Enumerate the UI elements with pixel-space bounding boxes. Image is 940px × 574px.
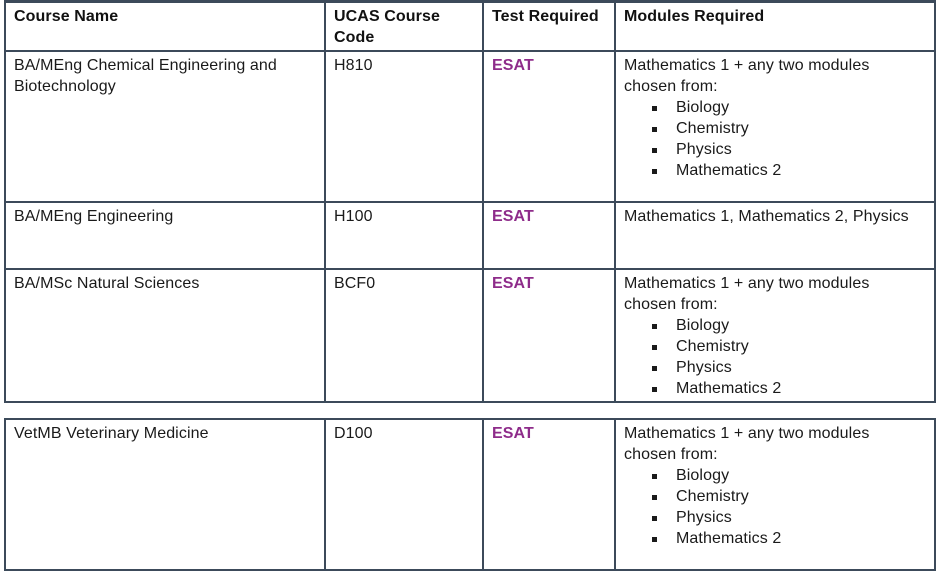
modules-intro: Mathematics 1 + any two modules chosen from: — [624, 57, 870, 95]
list-item: Biology — [676, 465, 926, 486]
courses-table-continued — [4, 418, 936, 571]
list-item: Physics — [676, 357, 926, 378]
list-item: Mathematics 2 — [676, 378, 926, 399]
modules-list — [624, 97, 926, 181]
header-test-required: Test Required — [483, 2, 615, 52]
test-required-cell — [483, 51, 615, 202]
courses-table — [4, 0, 936, 403]
ucas-code-cell: D100 — [325, 419, 483, 570]
header-course-name: Course Name — [5, 2, 325, 52]
modules-cell — [615, 202, 935, 269]
list-item: Biology — [676, 315, 926, 336]
test-badge: ESAT — [492, 208, 534, 225]
list-item: Chemistry — [676, 486, 926, 507]
table-row — [5, 51, 935, 202]
header-modules-required: Modules Required — [615, 2, 935, 52]
list-item: Physics — [676, 139, 926, 160]
test-badge: ESAT — [492, 425, 534, 442]
test-required-cell — [483, 419, 615, 570]
ucas-code-cell: H810 — [325, 51, 483, 202]
list-item: Biology — [676, 97, 926, 118]
list-item: Chemistry — [676, 336, 926, 357]
test-required-cell — [483, 202, 615, 269]
header-ucas-code: UCAS Course Code — [325, 2, 483, 52]
modules-cell — [615, 419, 935, 570]
list-item: Chemistry — [676, 118, 926, 139]
modules-cell — [615, 269, 935, 402]
course-name-cell: VetMB Veterinary Medicine — [5, 419, 325, 570]
list-item: Physics — [676, 507, 926, 528]
modules-intro: Mathematics 1, Mathematics 2, Physics — [624, 208, 909, 225]
modules-intro: Mathematics 1 + any two modules chosen from: — [624, 275, 870, 313]
table-row — [5, 202, 935, 269]
modules-intro: Mathematics 1 + any two modules chosen from: — [624, 425, 870, 463]
ucas-code-cell: BCF0 — [325, 269, 483, 402]
test-badge: ESAT — [492, 275, 534, 292]
test-badge: ESAT — [492, 57, 534, 74]
table-row — [5, 419, 935, 570]
list-item: Mathematics 2 — [676, 528, 926, 549]
course-name-cell: BA/MEng Chemical Engineering and Biotechnology — [5, 51, 325, 202]
list-item: Mathematics 2 — [676, 160, 926, 181]
course-name-cell: BA/MSc Natural Sciences — [5, 269, 325, 402]
test-required-cell — [483, 269, 615, 402]
header-row — [5, 2, 935, 52]
modules-list — [624, 315, 926, 399]
course-name-cell: BA/MEng Engineering — [5, 202, 325, 269]
modules-cell — [615, 51, 935, 202]
ucas-code-cell: H100 — [325, 202, 483, 269]
modules-list — [624, 465, 926, 549]
table-row — [5, 269, 935, 402]
